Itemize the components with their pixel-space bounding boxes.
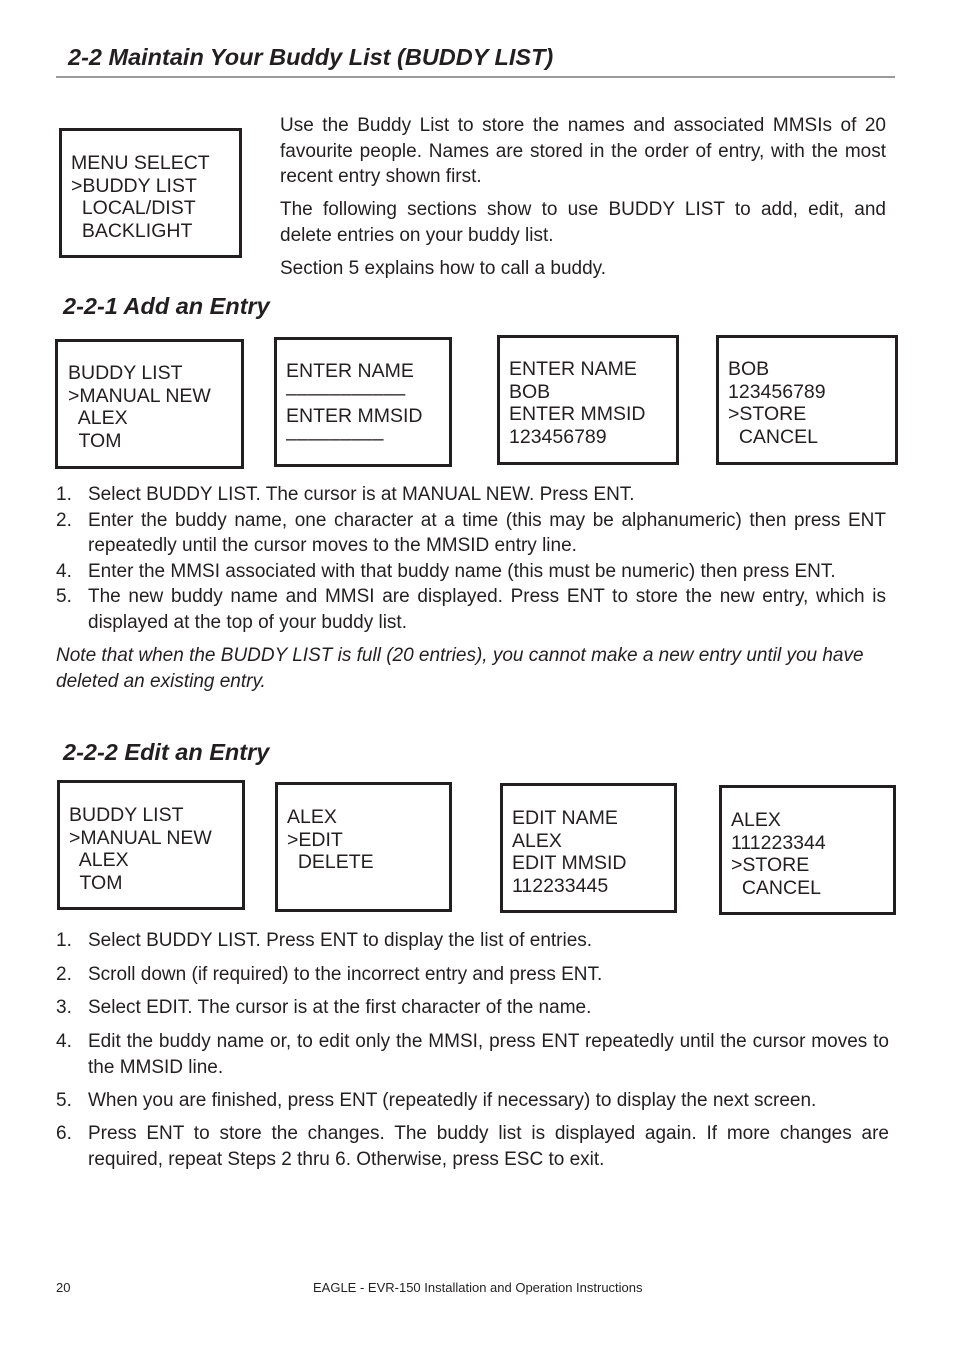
display-line: DELETE xyxy=(287,851,374,874)
display-line: BUDDY LIST xyxy=(68,362,183,384)
display-line: >MANUAL NEW xyxy=(69,826,212,849)
add-entry-heading: 2-2-1 Add an Entry xyxy=(63,293,270,319)
display-line: BACKLIGHT xyxy=(71,219,193,242)
add-display-2 xyxy=(274,337,452,467)
display-line: ALEX xyxy=(287,806,337,828)
display-line: MENU SELECT xyxy=(71,152,210,174)
intro-paragraph: The following sections show to use BUDDY LIST to add, edit, and delete entries on your buddy list. xyxy=(280,199,886,246)
step-text: Edit the buddy name or, to edit only the MMSI, press ENT repeatedly until the cursor moves to the MMSID line. xyxy=(88,1031,889,1078)
list-item xyxy=(56,1088,889,1114)
add-display-4 xyxy=(716,335,898,465)
display-line: 112233445 xyxy=(512,874,609,897)
step-text: The new buddy name and MMSI are displayed. Press ENT to store the new entry, which is displayed at the top of your buddy list. xyxy=(88,586,886,633)
display-line: CANCEL xyxy=(731,876,821,899)
list-item xyxy=(56,559,886,585)
step-text: Press ENT to store the changes. The buddy list is displayed again. If more changes are required, repeat Steps 2 thru 6. Otherwise, press ESC to exit. xyxy=(88,1123,889,1170)
list-item xyxy=(56,995,889,1021)
step-text: Enter the buddy name, one character at a time (this may be alphanumeric) then press ENT repeatedly until the cursor moves to the MMSID entry line. xyxy=(88,509,886,556)
step-number: 5. xyxy=(56,1090,72,1111)
step-number: 3. xyxy=(56,997,72,1018)
list-item xyxy=(56,1029,889,1080)
intro-paragraph: Section 5 explains how to call a buddy. xyxy=(280,258,607,279)
step-number: 4. xyxy=(56,560,72,582)
display-line: CANCEL xyxy=(728,425,818,448)
display-line: ALEX xyxy=(731,809,781,831)
display-line: ––––––––––– xyxy=(286,382,406,405)
list-item xyxy=(56,508,886,559)
step-number: 1. xyxy=(56,930,72,951)
display-line: ENTER MMSID xyxy=(286,405,423,428)
list-item xyxy=(56,928,889,954)
display-line: BUDDY LIST xyxy=(69,804,184,826)
step-number: 2. xyxy=(56,964,72,985)
display-line: >BUDDY LIST xyxy=(71,174,197,197)
step-text: Select BUDDY LIST. The cursor is at MANUAL NEW. Press ENT. xyxy=(88,484,635,505)
display-line: ENTER MMSID xyxy=(509,403,646,426)
edit-entry-heading: 2-2-2 Edit an Entry xyxy=(63,739,270,765)
list-item xyxy=(56,584,886,635)
list-item xyxy=(56,1121,889,1172)
step-text: Select EDIT. The cursor is at the first character of the name. xyxy=(88,997,592,1018)
step-text: When you are finished, press ENT (repeatedly if necessary) to display the next screen. xyxy=(88,1090,817,1111)
page-number: 20 xyxy=(56,1280,71,1295)
display-line: TOM xyxy=(69,871,123,894)
display-line: EDIT MMSID xyxy=(512,852,627,875)
footer-document-title: EAGLE - EVR-150 Installation and Operation Instructions xyxy=(313,1280,643,1295)
edit-display-3 xyxy=(500,783,677,913)
display-line: BOB xyxy=(509,380,551,403)
display-line: ENTER NAME xyxy=(286,360,414,382)
display-line: ALEX xyxy=(512,829,562,852)
display-line: EDIT NAME xyxy=(512,807,618,829)
edit-display-4 xyxy=(719,785,896,915)
display-line: ––––––––– xyxy=(286,427,384,450)
display-line: TOM xyxy=(68,429,122,452)
step-number: 2. xyxy=(56,509,72,531)
display-line: >STORE xyxy=(728,403,807,426)
buddy-list-full-note: Note that when the BUDDY LIST is full (20 entries), you cannot make a new entry until you have deleted an existing entry. xyxy=(56,645,864,692)
display-line: >MANUAL NEW xyxy=(68,384,211,407)
page-heading: 2-2 Maintain Your Buddy List (BUDDY LIST) xyxy=(68,44,554,70)
display-line: BOB xyxy=(728,358,770,380)
menu-select-display xyxy=(59,128,242,258)
edit-display-1 xyxy=(57,780,245,910)
step-text: Enter the MMSI associated with that buddy name (this must be numeric) then press ENT. xyxy=(88,560,836,582)
step-number: 1. xyxy=(56,484,72,505)
step-text: Scroll down (if required) to the incorrect entry and press ENT. xyxy=(88,964,603,985)
display-line: >STORE xyxy=(731,854,810,877)
step-number: 4. xyxy=(56,1031,72,1052)
display-line: 123456789 xyxy=(728,380,826,403)
display-line: 111223344 xyxy=(731,831,826,854)
heading-rule xyxy=(56,76,895,78)
display-line: >EDIT xyxy=(287,828,343,851)
list-item xyxy=(56,482,886,508)
add-steps-list xyxy=(56,482,886,635)
add-display-1 xyxy=(55,339,244,469)
display-line: ALEX xyxy=(68,407,128,430)
add-display-3 xyxy=(497,335,679,465)
display-line: 123456789 xyxy=(509,425,607,448)
list-item xyxy=(56,962,889,988)
step-number: 6. xyxy=(56,1123,72,1144)
display-line: LOCAL/DIST xyxy=(71,197,196,220)
step-text: Select BUDDY LIST. Press ENT to display the list of entries. xyxy=(88,930,593,951)
intro-paragraph: Use the Buddy List to store the names and associated MMSIs of 20 favourite people. Names are stored in the order of entry, with the most recent entry shown first. xyxy=(280,115,886,187)
display-line: ALEX xyxy=(69,849,129,872)
edit-display-2 xyxy=(275,782,452,912)
step-number: 5. xyxy=(56,586,72,607)
display-line: ENTER NAME xyxy=(509,358,637,380)
